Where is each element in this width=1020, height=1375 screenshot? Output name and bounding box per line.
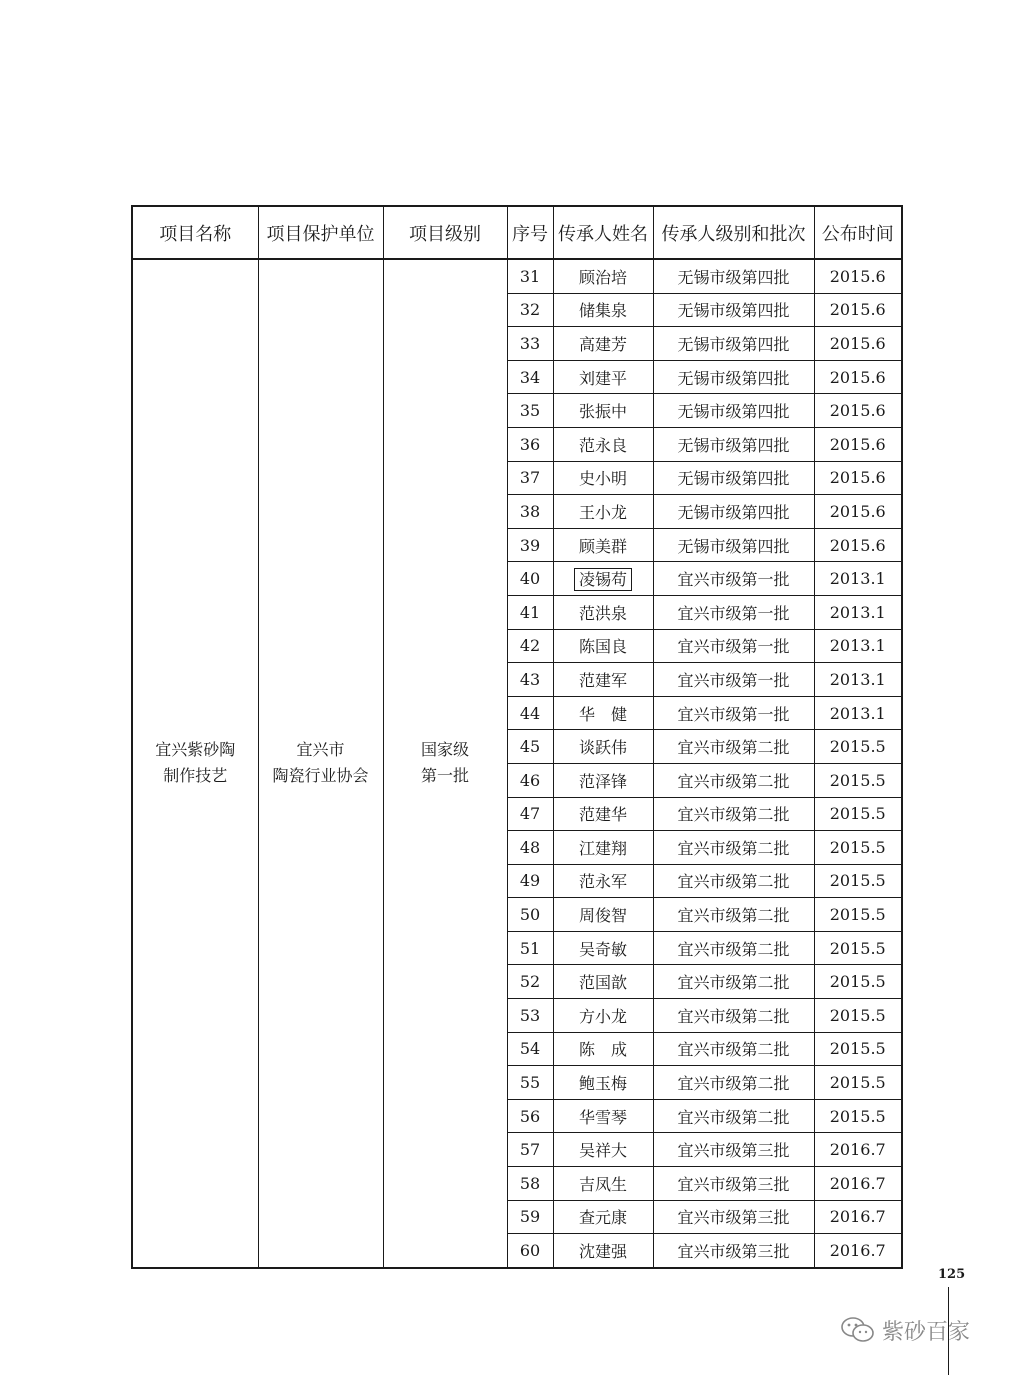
inheritor-batch-cell: 宜兴市级第一批 <box>653 595 814 629</box>
publish-date-cell: 2015.5 <box>814 864 902 898</box>
serial-number-cell: 36 <box>507 427 553 461</box>
inheritor-batch-cell: 无锡市级第四批 <box>653 461 814 495</box>
inheritor-name-cell: 高建芳 <box>553 327 653 361</box>
publish-date-cell: 2015.5 <box>814 965 902 999</box>
project-level-cell <box>383 259 507 1268</box>
header-project-level: 项目级别 <box>383 206 507 259</box>
inheritor-batch-cell: 宜兴市级第一批 <box>653 562 814 596</box>
header-protection-unit: 项目保护单位 <box>258 206 383 259</box>
serial-number-cell: 48 <box>507 831 553 865</box>
project-level-cell-line: 第一批 <box>420 766 469 786</box>
publish-date-cell: 2013.1 <box>814 629 902 663</box>
publish-date-cell: 2015.6 <box>814 327 902 361</box>
inheritor-name-cell: 范泽锋 <box>553 763 653 797</box>
inheritor-name-cell: 范永军 <box>553 864 653 898</box>
publish-date-cell: 2015.5 <box>814 999 902 1033</box>
serial-number-cell: 33 <box>507 327 553 361</box>
inheritor-batch-cell: 宜兴市级第二批 <box>653 763 814 797</box>
serial-number-cell: 57 <box>507 1133 553 1167</box>
project-name-cell <box>132 259 258 1268</box>
inheritor-batch-cell: 无锡市级第四批 <box>653 360 814 394</box>
inheritor-batch-cell: 宜兴市级第二批 <box>653 931 814 965</box>
serial-number-cell: 45 <box>507 730 553 764</box>
inheritor-name-cell: 查元康 <box>553 1200 653 1234</box>
inheritor-name-cell: 王小龙 <box>553 495 653 529</box>
serial-number-cell: 44 <box>507 696 553 730</box>
publish-date-cell: 2015.6 <box>814 427 902 461</box>
inheritor-name-cell: 顾治培 <box>553 259 653 293</box>
serial-number-cell: 49 <box>507 864 553 898</box>
serial-number-cell: 35 <box>507 394 553 428</box>
inheritor-batch-cell: 宜兴市级第二批 <box>653 999 814 1033</box>
serial-number-cell: 54 <box>507 1032 553 1066</box>
publish-date-cell: 2015.5 <box>814 1032 902 1066</box>
publish-date-cell: 2016.7 <box>814 1234 902 1268</box>
inheritor-batch-cell: 宜兴市级第二批 <box>653 898 814 932</box>
inheritor-batch-cell: 宜兴市级第三批 <box>653 1200 814 1234</box>
inheritor-name-cell: 陈 成 <box>553 1032 653 1066</box>
inheritor-batch-cell: 无锡市级第四批 <box>653 327 814 361</box>
inheritor-batch-cell: 宜兴市级第二批 <box>653 1066 814 1100</box>
inheritor-batch-cell: 无锡市级第四批 <box>653 259 814 293</box>
publish-date-cell: 2015.6 <box>814 360 902 394</box>
serial-number-cell: 55 <box>507 1066 553 1100</box>
publish-date-cell: 2015.5 <box>814 730 902 764</box>
project-name-cell-line: 制作技艺 <box>163 766 228 786</box>
project-name-cell-line: 宜兴紫砂陶 <box>155 740 236 760</box>
inheritor-name-cell <box>553 562 653 596</box>
inheritor-batch-cell: 无锡市级第四批 <box>653 495 814 529</box>
inheritor-name-cell: 吴奇敏 <box>553 931 653 965</box>
inheritor-batch-cell: 宜兴市级第二批 <box>653 1032 814 1066</box>
publish-date-cell: 2013.1 <box>814 595 902 629</box>
header-project-name: 项目名称 <box>132 206 258 259</box>
wechat-icon <box>840 1316 876 1344</box>
publish-date-cell: 2015.6 <box>814 461 902 495</box>
serial-number-cell: 40 <box>507 562 553 596</box>
inheritor-name-cell: 张振中 <box>553 394 653 428</box>
inheritor-name-cell: 范永良 <box>553 427 653 461</box>
publish-date-cell: 2015.5 <box>814 763 902 797</box>
inheritor-name-cell: 沈建强 <box>553 1234 653 1268</box>
inheritor-name-cell: 陈国良 <box>553 629 653 663</box>
header-inheritor-name: 传承人姓名 <box>553 206 653 259</box>
inheritor-batch-cell: 宜兴市级第一批 <box>653 629 814 663</box>
serial-number-cell: 60 <box>507 1234 553 1268</box>
publish-date-cell: 2015.6 <box>814 495 902 529</box>
inheritor-name-cell: 范国歆 <box>553 965 653 999</box>
inheritor-name-cell: 储集泉 <box>553 293 653 327</box>
publish-date-cell: 2016.7 <box>814 1167 902 1201</box>
header-publish-date: 公布时间 <box>814 206 902 259</box>
inheritor-name-cell: 鲍玉梅 <box>553 1066 653 1100</box>
header-serial-number: 序号 <box>507 206 553 259</box>
header-inheritor-batch: 传承人级别和批次 <box>653 206 814 259</box>
serial-number-cell: 31 <box>507 259 553 293</box>
inheritor-batch-cell: 宜兴市级第二批 <box>653 1099 814 1133</box>
boxed-name: 凌锡苟 <box>574 568 632 591</box>
inheritor-name-cell: 周俊智 <box>553 898 653 932</box>
inheritor-batch-cell: 宜兴市级第三批 <box>653 1234 814 1268</box>
publish-date-cell: 2015.6 <box>814 394 902 428</box>
table-row <box>132 259 902 293</box>
inheritor-name-cell: 江建翔 <box>553 831 653 865</box>
publish-date-cell: 2015.6 <box>814 259 902 293</box>
inheritor-name-cell: 华雪琴 <box>553 1099 653 1133</box>
inheritor-batch-cell: 宜兴市级第二批 <box>653 730 814 764</box>
project-level-cell-line: 国家级 <box>420 740 469 760</box>
publish-date-cell: 2015.6 <box>814 528 902 562</box>
serial-number-cell: 52 <box>507 965 553 999</box>
serial-number-cell: 46 <box>507 763 553 797</box>
inheritor-batch-cell: 宜兴市级第一批 <box>653 696 814 730</box>
protection-unit-cell-line: 宜兴市 <box>296 740 345 760</box>
serial-number-cell: 32 <box>507 293 553 327</box>
inheritor-batch-cell: 宜兴市级第三批 <box>653 1133 814 1167</box>
publish-date-cell: 2016.7 <box>814 1133 902 1167</box>
inheritor-name-cell: 谈跃伟 <box>553 730 653 764</box>
inheritor-batch-cell: 无锡市级第四批 <box>653 394 814 428</box>
inheritor-name-cell: 范洪泉 <box>553 595 653 629</box>
inheritor-name-cell: 吴祥大 <box>553 1133 653 1167</box>
inheritor-name-cell: 华 健 <box>553 696 653 730</box>
inheritor-batch-cell: 宜兴市级第三批 <box>653 1167 814 1201</box>
publish-date-cell: 2015.5 <box>814 1099 902 1133</box>
inheritor-name-cell: 吉凤生 <box>553 1167 653 1201</box>
inheritor-batch-cell: 宜兴市级第二批 <box>653 965 814 999</box>
serial-number-cell: 34 <box>507 360 553 394</box>
page-number: 125 <box>938 1267 966 1282</box>
serial-number-cell: 43 <box>507 663 553 697</box>
publish-date-cell: 2015.6 <box>814 293 902 327</box>
serial-number-cell: 37 <box>507 461 553 495</box>
inheritor-name-cell: 范建军 <box>553 663 653 697</box>
watermark-text: 紫砂百家 <box>882 1319 971 1345</box>
serial-number-cell: 59 <box>507 1200 553 1234</box>
inheritor-batch-cell: 无锡市级第四批 <box>653 427 814 461</box>
publish-date-cell: 2016.7 <box>814 1200 902 1234</box>
serial-number-cell: 38 <box>507 495 553 529</box>
table-header-row <box>132 206 902 259</box>
serial-number-cell: 47 <box>507 797 553 831</box>
publish-date-cell: 2015.5 <box>814 898 902 932</box>
inheritor-batch-cell: 宜兴市级第二批 <box>653 797 814 831</box>
inheritor-batch-cell: 无锡市级第四批 <box>653 528 814 562</box>
publish-date-cell: 2015.5 <box>814 797 902 831</box>
serial-number-cell: 51 <box>507 931 553 965</box>
publish-date-cell: 2015.5 <box>814 831 902 865</box>
serial-number-cell: 50 <box>507 898 553 932</box>
serial-number-cell: 56 <box>507 1099 553 1133</box>
inheritor-batch-cell: 宜兴市级第一批 <box>653 663 814 697</box>
table-body <box>132 259 902 1268</box>
publish-date-cell: 2013.1 <box>814 696 902 730</box>
inheritor-batch-cell: 宜兴市级第二批 <box>653 864 814 898</box>
inheritor-name-cell: 方小龙 <box>553 999 653 1033</box>
serial-number-cell: 41 <box>507 595 553 629</box>
serial-number-cell: 39 <box>507 528 553 562</box>
watermark <box>840 1313 970 1347</box>
inheritor-name-cell: 刘建平 <box>553 360 653 394</box>
protection-unit-cell-line: 陶瓷行业协会 <box>272 766 369 786</box>
serial-number-cell: 58 <box>507 1167 553 1201</box>
inheritor-name-cell: 史小明 <box>553 461 653 495</box>
inheritor-batch-cell: 无锡市级第四批 <box>653 293 814 327</box>
heritage-inheritors-table <box>131 205 903 1269</box>
serial-number-cell: 53 <box>507 999 553 1033</box>
publish-date-cell: 2015.5 <box>814 1066 902 1100</box>
serial-number-cell: 42 <box>507 629 553 663</box>
inheritor-name-cell: 顾美群 <box>553 528 653 562</box>
publish-date-cell: 2013.1 <box>814 562 902 596</box>
inheritor-batch-cell: 宜兴市级第二批 <box>653 831 814 865</box>
protection-unit-cell <box>258 259 383 1268</box>
publish-date-cell: 2015.5 <box>814 931 902 965</box>
inheritor-name-cell: 范建华 <box>553 797 653 831</box>
publish-date-cell: 2013.1 <box>814 663 902 697</box>
